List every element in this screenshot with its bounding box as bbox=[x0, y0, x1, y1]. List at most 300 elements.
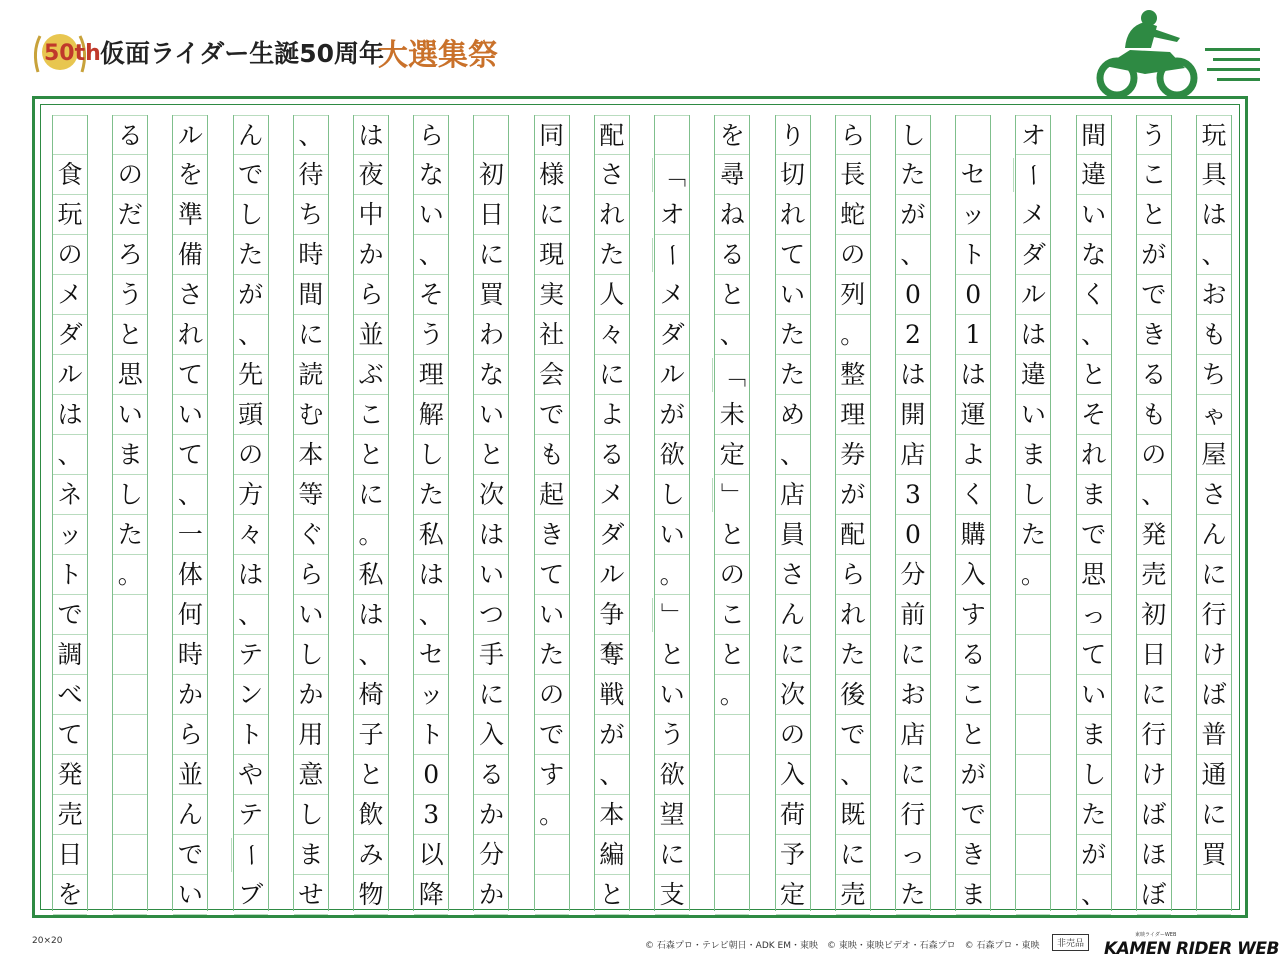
manuscript-cell: ー bbox=[652, 238, 692, 272]
manuscript-cell: 現 bbox=[535, 235, 569, 275]
manuscript-cell: 尋 bbox=[715, 155, 749, 195]
manuscript-column bbox=[1196, 115, 1232, 911]
manuscript-cell: て bbox=[173, 355, 207, 395]
manuscript-cell: メ bbox=[1016, 195, 1050, 235]
manuscript-cell: ら bbox=[836, 555, 870, 595]
manuscript-cell: ト bbox=[53, 555, 87, 595]
manuscript-cell: 人 bbox=[595, 275, 629, 315]
kamen-rider-web-logo: KAMEN RIDER WEB bbox=[1104, 939, 1279, 959]
manuscript-cell: 整 bbox=[836, 355, 870, 395]
manuscript-column bbox=[473, 115, 509, 911]
manuscript-cell: 。 bbox=[836, 315, 870, 355]
manuscript-cell: き bbox=[1137, 315, 1171, 355]
manuscript-cell: れ bbox=[595, 195, 629, 235]
manuscript-cell: 様 bbox=[535, 155, 569, 195]
manuscript-cell: 店 bbox=[896, 435, 930, 475]
manuscript-cell: 既 bbox=[836, 795, 870, 835]
manuscript-cell: で bbox=[234, 155, 268, 195]
manuscript-cell: 売 bbox=[1137, 555, 1171, 595]
manuscript-cell: 並 bbox=[354, 315, 388, 355]
manuscript-cell: 時 bbox=[173, 635, 207, 675]
manuscript-cell bbox=[113, 715, 147, 755]
manuscript-cell: し bbox=[234, 195, 268, 235]
manuscript-cell: か bbox=[474, 875, 508, 915]
manuscript-cell: に bbox=[535, 195, 569, 235]
manuscript-cell: 手 bbox=[474, 635, 508, 675]
manuscript-cell: ち bbox=[294, 195, 328, 235]
manuscript-cell: の bbox=[836, 235, 870, 275]
manuscript-cell: お bbox=[896, 675, 930, 715]
manuscript-cell: た bbox=[896, 155, 930, 195]
manuscript-cell: ッ bbox=[53, 515, 87, 555]
manuscript-cell: し bbox=[294, 635, 328, 675]
manuscript-cell: ろ bbox=[113, 235, 147, 275]
manuscript-cell: 配 bbox=[595, 115, 629, 155]
manuscript-cell bbox=[53, 115, 87, 155]
manuscript-cell: な bbox=[474, 355, 508, 395]
manuscript-cell: 普 bbox=[1197, 715, 1231, 755]
manuscript-cell bbox=[113, 635, 147, 675]
manuscript-cell: 降 bbox=[414, 875, 448, 915]
manuscript-cell: を bbox=[715, 115, 749, 155]
manuscript-cell: と bbox=[715, 515, 749, 555]
manuscript-cell: 「 bbox=[712, 358, 752, 392]
manuscript-sheet bbox=[32, 96, 1248, 918]
manuscript-cell: に bbox=[474, 235, 508, 275]
manuscript-cell: 会 bbox=[535, 355, 569, 395]
manuscript-cell bbox=[956, 115, 990, 155]
manuscript-cell: ん bbox=[234, 115, 268, 155]
manuscript-cell: に bbox=[896, 635, 930, 675]
manuscript-cell: 。 bbox=[1016, 555, 1050, 595]
manuscript-column bbox=[172, 115, 208, 911]
manuscript-cell: っ bbox=[896, 835, 930, 875]
manuscript-cell: し bbox=[655, 475, 689, 515]
manuscript-cell: 支 bbox=[655, 875, 689, 915]
manuscript-cell: に bbox=[474, 675, 508, 715]
manuscript-cell: ト bbox=[234, 715, 268, 755]
manuscript-cell: け bbox=[1197, 635, 1231, 675]
manuscript-cell: か bbox=[354, 235, 388, 275]
not-for-sale-badge: 非売品 bbox=[1052, 934, 1089, 951]
manuscript-cell: い bbox=[173, 875, 207, 915]
manuscript-cell: に bbox=[1197, 795, 1231, 835]
manuscript-cell: に bbox=[896, 755, 930, 795]
manuscript-column bbox=[714, 115, 750, 911]
manuscript-cell: ブ bbox=[234, 875, 268, 915]
manuscript-cell: オ bbox=[655, 195, 689, 235]
manuscript-column bbox=[233, 115, 269, 911]
manuscript-cell: 並 bbox=[173, 755, 207, 795]
manuscript-column bbox=[353, 115, 389, 911]
manuscript-cell: い bbox=[535, 595, 569, 635]
manuscript-cell: 後 bbox=[836, 675, 870, 715]
manuscript-cell: 切 bbox=[776, 155, 810, 195]
manuscript-cell: は bbox=[474, 515, 508, 555]
manuscript-cell: 食 bbox=[53, 155, 87, 195]
manuscript-cell: 、 bbox=[776, 435, 810, 475]
manuscript-cell: 買 bbox=[1197, 835, 1231, 875]
manuscript-cell: 予 bbox=[776, 835, 810, 875]
manuscript-cell bbox=[715, 795, 749, 835]
manuscript-cell: っ bbox=[1077, 595, 1111, 635]
manuscript-cell: う bbox=[655, 715, 689, 755]
manuscript-cell: 日 bbox=[53, 835, 87, 875]
manuscript-cell: 」 bbox=[652, 598, 692, 632]
manuscript-cell: 次 bbox=[474, 475, 508, 515]
manuscript-cell: は bbox=[956, 355, 990, 395]
manuscript-cell: 。 bbox=[113, 555, 147, 595]
manuscript-cell: 次 bbox=[776, 675, 810, 715]
manuscript-cell: で bbox=[53, 595, 87, 635]
manuscript-cell: で bbox=[535, 715, 569, 755]
manuscript-cell: 解 bbox=[414, 395, 448, 435]
manuscript-cell: は bbox=[234, 555, 268, 595]
manuscript-cell: て bbox=[1077, 635, 1111, 675]
manuscript-cell: 、 bbox=[1197, 235, 1231, 275]
manuscript-cell: 、 bbox=[896, 235, 930, 275]
manuscript-cell: し bbox=[1016, 475, 1050, 515]
manuscript-cell: し bbox=[414, 435, 448, 475]
manuscript-cell: ン bbox=[234, 675, 268, 715]
manuscript-cell: た bbox=[113, 515, 147, 555]
manuscript-cell: 通 bbox=[1197, 755, 1231, 795]
manuscript-cell: ら bbox=[173, 715, 207, 755]
manuscript-cell: 待 bbox=[294, 155, 328, 195]
manuscript-cell: こ bbox=[956, 675, 990, 715]
manuscript-cell bbox=[1016, 635, 1050, 675]
manuscript-column bbox=[594, 115, 630, 911]
manuscript-cell: 準 bbox=[173, 195, 207, 235]
manuscript-cell: ら bbox=[294, 555, 328, 595]
manuscript-cell: 定 bbox=[776, 875, 810, 915]
manuscript-column bbox=[52, 115, 88, 911]
anniversary-50th-logo bbox=[30, 22, 101, 82]
manuscript-cell: ぶ bbox=[354, 355, 388, 395]
manuscript-cell: ま bbox=[956, 875, 990, 915]
manuscript-cell: 編 bbox=[595, 835, 629, 875]
manuscript-cell: い bbox=[1077, 675, 1111, 715]
manuscript-cell: と bbox=[655, 635, 689, 675]
manuscript-cell bbox=[1016, 715, 1050, 755]
manuscript-column bbox=[413, 115, 449, 911]
manuscript-cell: 間 bbox=[1077, 115, 1111, 155]
manuscript-column bbox=[835, 115, 871, 911]
manuscript-cell: 備 bbox=[173, 235, 207, 275]
manuscript-cell: う bbox=[414, 315, 448, 355]
manuscript-cell: こ bbox=[354, 395, 388, 435]
manuscript-cell: は bbox=[1016, 315, 1050, 355]
manuscript-cell: の bbox=[53, 235, 87, 275]
manuscript-cell: に bbox=[1137, 675, 1171, 715]
manuscript-cell: れ bbox=[173, 315, 207, 355]
manuscript-cell: す bbox=[535, 755, 569, 795]
manuscript-cell: ッ bbox=[414, 675, 448, 715]
manuscript-cell: ッ bbox=[956, 195, 990, 235]
manuscript-cell: 争 bbox=[595, 595, 629, 635]
manuscript-cell: 理 bbox=[836, 395, 870, 435]
manuscript-cell: ダ bbox=[655, 315, 689, 355]
manuscript-cell: す bbox=[956, 595, 990, 635]
manuscript-cell: い bbox=[474, 555, 508, 595]
manuscript-column bbox=[775, 115, 811, 911]
manuscript-cell: た bbox=[896, 875, 930, 915]
manuscript-cell bbox=[1016, 675, 1050, 715]
manuscript-cell: 発 bbox=[53, 755, 87, 795]
manuscript-column bbox=[112, 115, 148, 911]
manuscript-cell: 、 bbox=[294, 115, 328, 155]
manuscript-cell: セ bbox=[956, 155, 990, 195]
manuscript-cell bbox=[474, 115, 508, 155]
manuscript-cell: さ bbox=[1197, 475, 1231, 515]
manuscript-cell: が bbox=[956, 755, 990, 795]
manuscript-cell: ち bbox=[1197, 355, 1231, 395]
manuscript-cell: に bbox=[655, 835, 689, 875]
manuscript-cell: る bbox=[474, 755, 508, 795]
manuscript-cell: 蛇 bbox=[836, 195, 870, 235]
manuscript-column bbox=[654, 115, 690, 911]
page-header bbox=[0, 0, 1280, 96]
manuscript-cell: 。 bbox=[535, 795, 569, 835]
manuscript-grid bbox=[52, 115, 1232, 911]
manuscript-cell: が bbox=[1137, 235, 1171, 275]
manuscript-cell: で bbox=[173, 835, 207, 875]
manuscript-cell: べ bbox=[53, 675, 87, 715]
manuscript-cell: 欲 bbox=[655, 435, 689, 475]
manuscript-cell: ぐ bbox=[294, 515, 328, 555]
brand-subtitle: 東映ライダーWEB bbox=[1135, 932, 1177, 938]
manuscript-cell: の bbox=[1137, 435, 1171, 475]
manuscript-cell: や bbox=[234, 755, 268, 795]
manuscript-cell: ま bbox=[113, 435, 147, 475]
manuscript-cell: は bbox=[354, 115, 388, 155]
manuscript-cell: た bbox=[414, 475, 448, 515]
manuscript-cell bbox=[113, 755, 147, 795]
manuscript-cell: は bbox=[354, 595, 388, 635]
manuscript-cell: 違 bbox=[1016, 355, 1050, 395]
manuscript-cell: 定 bbox=[715, 435, 749, 475]
manuscript-cell: 等 bbox=[294, 475, 328, 515]
manuscript-cell: て bbox=[535, 555, 569, 595]
manuscript-cell: ル bbox=[1016, 275, 1050, 315]
manuscript-cell: ら bbox=[836, 115, 870, 155]
manuscript-cell: せ bbox=[294, 875, 328, 915]
manuscript-cell: ダ bbox=[1016, 235, 1050, 275]
manuscript-cell: い bbox=[414, 195, 448, 235]
manuscript-cell: ほ bbox=[1137, 835, 1171, 875]
manuscript-cell: で bbox=[836, 715, 870, 755]
manuscript-cell: ル bbox=[173, 115, 207, 155]
copyright-credits: © 石森プロ・テレビ朝日・ADK EM・東映 © 東映・東映ビデオ・石森プロ © 石森プロ・東映 bbox=[645, 941, 1040, 951]
manuscript-cell: お bbox=[1197, 275, 1231, 315]
manuscript-column bbox=[1076, 115, 1112, 911]
manuscript-cell: さ bbox=[595, 155, 629, 195]
manuscript-cell: ル bbox=[53, 355, 87, 395]
manuscript-cell: 本 bbox=[595, 795, 629, 835]
manuscript-cell: 初 bbox=[474, 155, 508, 195]
manuscript-cell: ま bbox=[1016, 435, 1050, 475]
manuscript-cell: 0 bbox=[956, 275, 990, 315]
manuscript-cell bbox=[113, 675, 147, 715]
manuscript-cell: る bbox=[956, 635, 990, 675]
manuscript-cell: 3 bbox=[896, 475, 930, 515]
manuscript-cell: 玩 bbox=[53, 195, 87, 235]
manuscript-cell bbox=[715, 715, 749, 755]
manuscript-cell: 、 bbox=[595, 755, 629, 795]
manuscript-inner-border bbox=[40, 104, 1240, 910]
manuscript-cell: い bbox=[1016, 395, 1050, 435]
manuscript-cell: ば bbox=[1197, 675, 1231, 715]
manuscript-cell: 実 bbox=[535, 275, 569, 315]
manuscript-cell: こ bbox=[1137, 155, 1171, 195]
manuscript-cell: 体 bbox=[173, 555, 207, 595]
manuscript-cell: が bbox=[1077, 835, 1111, 875]
manuscript-cell: ダ bbox=[595, 515, 629, 555]
manuscript-cell: 私 bbox=[414, 515, 448, 555]
manuscript-cell: う bbox=[113, 275, 147, 315]
manuscript-cell: テ bbox=[234, 635, 268, 675]
manuscript-cell: の bbox=[234, 435, 268, 475]
manuscript-cell: 奪 bbox=[595, 635, 629, 675]
manuscript-cell: 、 bbox=[1077, 315, 1111, 355]
motorcycle-rider-icon bbox=[1085, 8, 1260, 100]
manuscript-cell: 入 bbox=[776, 755, 810, 795]
manuscript-cell: い bbox=[113, 395, 147, 435]
manuscript-cell: に bbox=[294, 315, 328, 355]
manuscript-cell: 理 bbox=[414, 355, 448, 395]
manuscript-cell: 何 bbox=[173, 595, 207, 635]
manuscript-cell bbox=[1016, 875, 1050, 915]
manuscript-cell: を bbox=[53, 875, 87, 915]
manuscript-cell: 、 bbox=[1077, 875, 1111, 915]
page-title-accent: 大選集祭 bbox=[378, 38, 498, 73]
manuscript-cell: し bbox=[896, 115, 930, 155]
manuscript-cell: か bbox=[173, 675, 207, 715]
manuscript-cell: 椅 bbox=[354, 675, 388, 715]
manuscript-cell: な bbox=[414, 155, 448, 195]
manuscript-cell: 2 bbox=[896, 315, 930, 355]
manuscript-cell: 々 bbox=[234, 515, 268, 555]
manuscript-cell: た bbox=[1016, 515, 1050, 555]
manuscript-cell: た bbox=[836, 635, 870, 675]
manuscript-cell: て bbox=[173, 435, 207, 475]
manuscript-cell: り bbox=[776, 115, 810, 155]
manuscript-cell: の bbox=[715, 555, 749, 595]
manuscript-cell: ト bbox=[414, 715, 448, 755]
manuscript-cell: か bbox=[474, 795, 508, 835]
manuscript-cell: 「 bbox=[652, 158, 692, 192]
manuscript-cell: 頭 bbox=[234, 395, 268, 435]
manuscript-cell: 列 bbox=[836, 275, 870, 315]
manuscript-cell: で bbox=[1077, 515, 1111, 555]
manuscript-cell: 先 bbox=[234, 355, 268, 395]
manuscript-cell: ん bbox=[776, 595, 810, 635]
manuscript-cell bbox=[655, 115, 689, 155]
manuscript-cell: 配 bbox=[836, 515, 870, 555]
manuscript-cell: 。 bbox=[715, 675, 749, 715]
manuscript-cell: 用 bbox=[294, 715, 328, 755]
manuscript-cell: る bbox=[715, 235, 749, 275]
manuscript-cell: ル bbox=[595, 555, 629, 595]
manuscript-cell: 戦 bbox=[595, 675, 629, 715]
manuscript-cell: し bbox=[1077, 755, 1111, 795]
manuscript-cell: ま bbox=[1077, 475, 1111, 515]
manuscript-cell: 社 bbox=[535, 315, 569, 355]
manuscript-cell: ら bbox=[414, 115, 448, 155]
manuscript-cell: 夜 bbox=[354, 155, 388, 195]
manuscript-cell: 行 bbox=[1137, 715, 1171, 755]
manuscript-cell: 間 bbox=[294, 275, 328, 315]
manuscript-cell: も bbox=[1137, 395, 1171, 435]
manuscript-cell: 一 bbox=[173, 515, 207, 555]
manuscript-cell: 、 bbox=[414, 595, 448, 635]
manuscript-cell: 私 bbox=[354, 555, 388, 595]
manuscript-cell: た bbox=[776, 315, 810, 355]
manuscript-cell bbox=[1016, 755, 1050, 795]
manuscript-cell: よ bbox=[595, 395, 629, 435]
manuscript-cell: 分 bbox=[896, 555, 930, 595]
manuscript-cell: 子 bbox=[354, 715, 388, 755]
manuscript-cell: よ bbox=[956, 435, 990, 475]
grid-size-label: 20×20 bbox=[32, 936, 63, 946]
manuscript-cell: 分 bbox=[474, 835, 508, 875]
logo-text: 50th bbox=[44, 41, 101, 66]
manuscript-cell: 々 bbox=[595, 315, 629, 355]
manuscript-cell: で bbox=[535, 395, 569, 435]
manuscript-cell: 未 bbox=[715, 395, 749, 435]
manuscript-cell: に bbox=[1197, 555, 1231, 595]
manuscript-cell: ま bbox=[1077, 715, 1111, 755]
manuscript-cell: た bbox=[535, 635, 569, 675]
manuscript-cell: さ bbox=[173, 275, 207, 315]
manuscript-cell: か bbox=[294, 675, 328, 715]
manuscript-cell: 読 bbox=[294, 355, 328, 395]
manuscript-cell: と bbox=[354, 435, 388, 475]
manuscript-cell: る bbox=[595, 435, 629, 475]
manuscript-cell: そ bbox=[414, 275, 448, 315]
manuscript-cell: な bbox=[1077, 235, 1111, 275]
manuscript-cell: 購 bbox=[956, 515, 990, 555]
manuscript-cell: テ bbox=[234, 795, 268, 835]
manuscript-cell: 。 bbox=[655, 555, 689, 595]
manuscript-cell: 0 bbox=[896, 275, 930, 315]
manuscript-cell: み bbox=[354, 835, 388, 875]
manuscript-cell: 売 bbox=[836, 875, 870, 915]
manuscript-cell: に bbox=[595, 355, 629, 395]
manuscript-cell: 中 bbox=[354, 195, 388, 235]
manuscript-cell: む bbox=[294, 395, 328, 435]
manuscript-cell: た bbox=[595, 235, 629, 275]
manuscript-cell: 行 bbox=[1197, 595, 1231, 635]
manuscript-cell: と bbox=[956, 715, 990, 755]
manuscript-cell: ば bbox=[1137, 795, 1171, 835]
manuscript-cell: が bbox=[836, 475, 870, 515]
manuscript-cell: 同 bbox=[535, 115, 569, 155]
manuscript-column bbox=[293, 115, 329, 911]
manuscript-cell: も bbox=[1197, 315, 1231, 355]
manuscript-cell: で bbox=[956, 795, 990, 835]
manuscript-cell: 店 bbox=[776, 475, 810, 515]
manuscript-cell: と bbox=[1137, 195, 1171, 235]
manuscript-cell bbox=[113, 795, 147, 835]
manuscript-cell: と bbox=[715, 275, 749, 315]
manuscript-cell: 買 bbox=[474, 275, 508, 315]
manuscript-cell: い bbox=[655, 675, 689, 715]
manuscript-cell: メ bbox=[655, 275, 689, 315]
manuscript-cell: い bbox=[294, 595, 328, 635]
manuscript-column bbox=[895, 115, 931, 911]
manuscript-cell: 1 bbox=[956, 315, 990, 355]
